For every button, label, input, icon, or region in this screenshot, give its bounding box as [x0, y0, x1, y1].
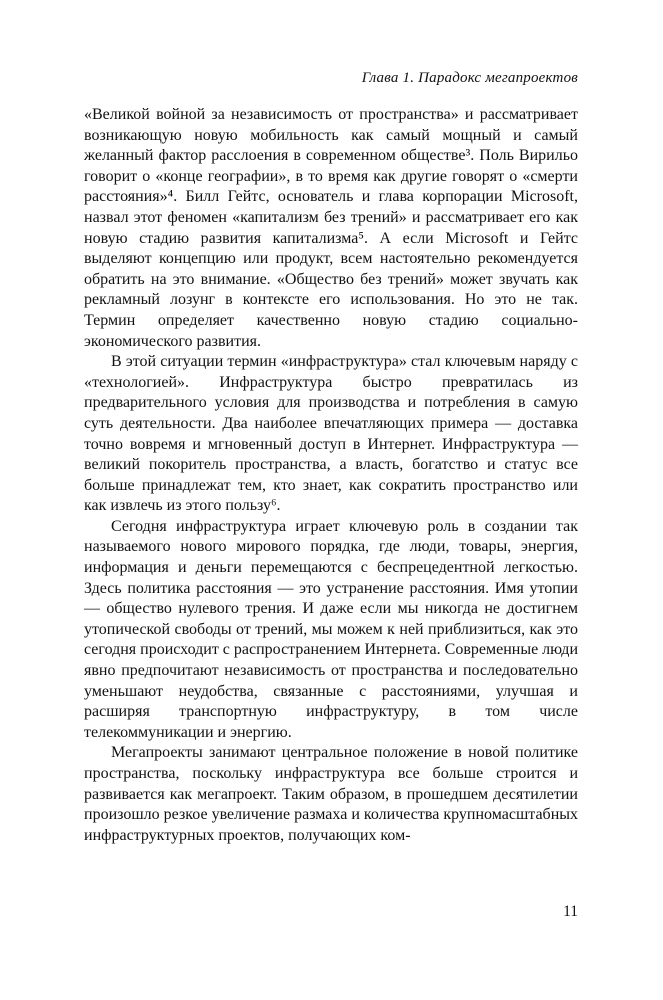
- body-text: [84, 105, 578, 846]
- paragraph-4: Мегапроекты занимают центральное положение в новой политике пространства, поскольку инфраструктура все больше строится и развивается как мегапроект. Таким образом, в прошедшем десятилетии произошло резкое увеличение размаха и количества крупномасштабных инфраструктурных проектов, получающих ком-: [84, 744, 578, 844]
- running-header: Глава 1. Парадокс мегапроектов: [361, 70, 578, 86]
- page-number: 11: [563, 903, 578, 920]
- paragraph-1: «Великой войной за независимость от пространства» и рассматривает возникающую новую мобильность как самый мощный и самый желанный фактор расслоения в современном обществе³. Поль Вирильо говорит о «конце географии», в то время как другие говорят о «смерти расстояния»⁴. Билл Гейтс, основатель и глава корпорации Microsoft, назвал этот феномен «капитализм без трений» и рассматривает его как новую стадию развития капитализма⁵. А если Microsoft и Гейтс выделяют концепцию или продукт, всем настоятельно рекомендуется обратить на это внимание. «Общество без трений» может звучать как рекламный лозунг в контексте его использования. Но это не так. Термин определяет качественно новую стадию социально-экономического развития.: [84, 106, 578, 350]
- paragraph-2: В этой ситуации термин «инфраструктура» стал ключевым наряду с «технологией». Инфраструктура быстро превратилась из предварительного условия для производства и потребления в самую суть деятельности. Два наиболее впечатляющих примера — доставка точно вовремя и мгновенный доступ в Интернет. Инфраструктура — великий покоритель пространства, а власть, богатство и статус все больше принадлежат тем, кто знает, как сократить пространство или как извлечь из этого пользу⁶.: [84, 353, 578, 515]
- paragraph-3: Сегодня инфраструктура играет ключевую роль в создании так называемого нового мирового порядка, где люди, товары, энергия, информация и деньги перемещаются с беспрецедентной легкостью. Здесь политика расстояния — это устранение расстояния. Имя утопии — общество нулевого трения. И даже если мы никогда не достигнем утопической свободы от трений, мы можем к ней приблизиться, как это сегодня происходит с распространением Интернета. Современные люди явно предпочитают независимость от пространства и последовательно уменьшают неудобства, связанные с расстояниями, улучшая и расширяя транспортную инфраструктуру, в том числе телекоммуникации и энергию.: [84, 517, 578, 741]
